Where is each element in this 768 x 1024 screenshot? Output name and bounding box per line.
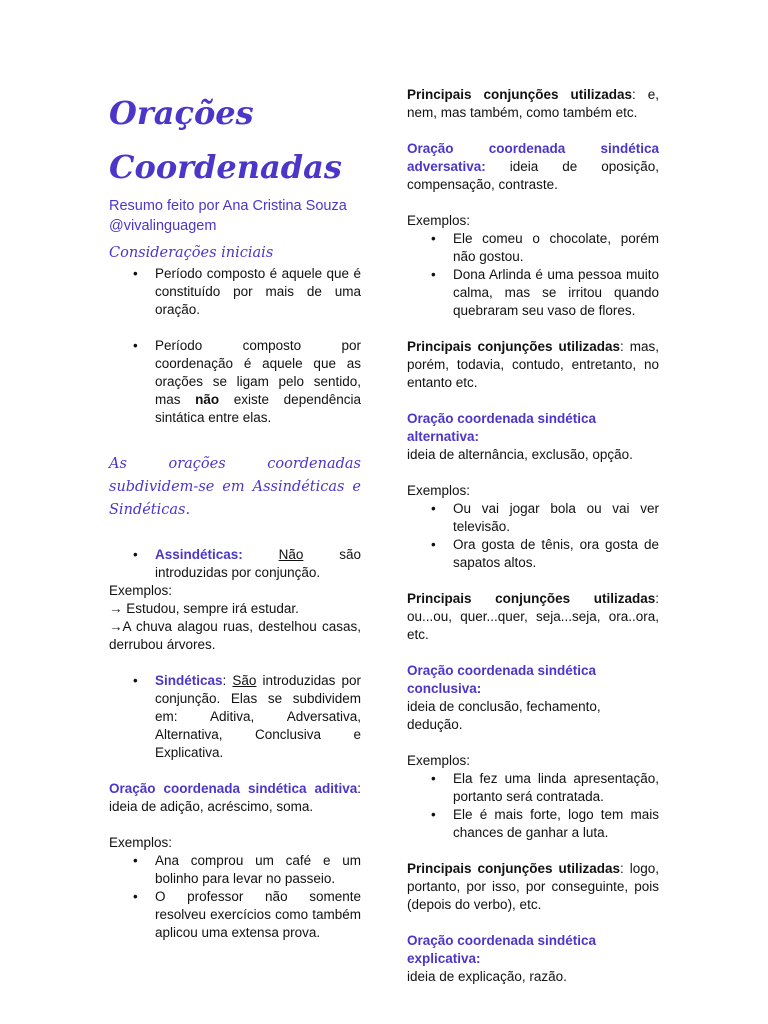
assindeticas-example-2: →A chuva alagou ruas, destelhou casas, derrubou árvores. <box>109 619 361 652</box>
assindeticas-examples-label: Exemplos: <box>109 583 173 598</box>
bullet-icon: • <box>431 231 436 246</box>
list-item: • Período composto por coordenação é aquele que as orações se ligam pelo sentido, mas não existe dependência sintática entre elas. <box>133 338 361 425</box>
list-item: • O professor não somente resolveu exercícios como também aplicou uma extensa prova. <box>133 889 361 940</box>
explicativa-description: ideia de explicação, razão. <box>407 969 567 984</box>
aditiva-conjunctions: Principais conjunções utilizadas: e, nem, mas também, como também etc. <box>407 87 659 120</box>
adversativa-examples <box>407 230 659 320</box>
list-item: • Ana comprou um café e um bolinho para levar no passeio. <box>133 853 361 886</box>
conclusiva-examples-label: Exemplos: <box>407 753 471 768</box>
list-item: • Dona Arlinda é uma pessoa muito calma, mas se irritou quando quebraram seu vaso de flores. <box>431 267 659 318</box>
conclusiva-description: ideia de conclusão, fechamento, dedução. <box>407 699 601 732</box>
alternativa-examples <box>407 500 659 572</box>
aditiva-definition: Oração coordenada sindética aditiva: ideia de adição, acréscimo, soma. <box>109 781 361 814</box>
bullet-icon: • <box>431 267 436 282</box>
bullet-icon: • <box>133 266 138 281</box>
bullet-icon: • <box>431 501 436 516</box>
considerations-list <box>109 265 361 427</box>
sindeticas-list <box>109 672 361 762</box>
conclusiva-examples <box>407 770 659 842</box>
bullet-icon: • <box>431 537 436 552</box>
subdivision-heading: As orações coordenadas subdividem-se em Assindéticas e Sindéticas. <box>109 456 361 518</box>
aditiva-examples-label: Exemplos: <box>109 835 173 850</box>
list-item: • Ele comeu o chocolate, porém não gostou. <box>431 231 659 264</box>
conclusiva-heading: Oração coordenada sindética conclusiva: <box>407 663 597 696</box>
list-item: • Período composto é aquele que é constituído por mais de uma oração. <box>133 266 361 317</box>
list-item: • Ora gosta de tênis, ora gosta de sapatos altos. <box>431 537 659 570</box>
list-item: • Assindéticas: Não são introduzidas por conjunção. <box>133 547 361 580</box>
bullet-icon: • <box>133 338 138 353</box>
right-column <box>407 0 659 986</box>
instagram-handle: @vivalinguagem <box>109 218 217 234</box>
alternativa-examples-label: Exemplos: <box>407 483 471 498</box>
bullet-icon: • <box>133 853 138 868</box>
aditiva-examples <box>109 852 361 942</box>
list-item: • Sindéticas: São introduzidas por conjunção. Elas se subdividem em: Aditiva, Adversativa, Alternativa, Conclusiva e Explicativa. <box>133 673 361 760</box>
bullet-icon: • <box>133 889 138 904</box>
bullet-icon: • <box>431 807 436 822</box>
conclusiva-conjunctions: Principais conjunções utilizadas: logo, portanto, por isso, por conseguinte, pois (depois do verbo), etc. <box>407 861 659 912</box>
assindeticas-list <box>109 546 361 582</box>
list-item: • Ela fez uma linda apresentação, portanto será contratada. <box>431 771 659 804</box>
title-line-2: Coordenadas <box>109 148 342 186</box>
left-column <box>109 0 361 942</box>
author-credit: Resumo feito por Ana Cristina Souza <box>109 198 347 214</box>
bullet-icon: • <box>431 771 436 786</box>
title-line-1: Orações <box>109 94 254 132</box>
bullet-icon: • <box>133 547 138 562</box>
bullet-icon: • <box>133 673 138 688</box>
alternativa-heading: Oração coordenada sindética alternativa: <box>407 411 597 444</box>
adversativa-definition: Oração coordenada sindética adversativa: ideia de oposição, compensação, contraste. <box>407 141 659 192</box>
alternativa-description: ideia de alternância, exclusão, opção. <box>407 447 633 462</box>
assindeticas-example-1: → Estudou, sempre irá estudar. <box>109 601 299 616</box>
alternativa-conjunctions: Principais conjunções utilizadas: ou...ou, quer...quer, seja...seja, ora..ora, etc. <box>407 591 659 642</box>
adversativa-examples-label: Exemplos: <box>407 213 471 228</box>
list-item: • Ou vai jogar bola ou vai ver televisão. <box>431 501 659 534</box>
explicativa-heading: Oração coordenada sindética explicativa: <box>407 933 597 966</box>
considerations-heading: Considerações iniciais <box>109 245 274 261</box>
adversativa-conjunctions: Principais conjunções utilizadas: mas, porém, todavia, contudo, entretanto, no entanto etc. <box>407 339 659 390</box>
list-item: • Ele é mais forte, logo tem mais chances de ganhar a luta. <box>431 807 659 840</box>
